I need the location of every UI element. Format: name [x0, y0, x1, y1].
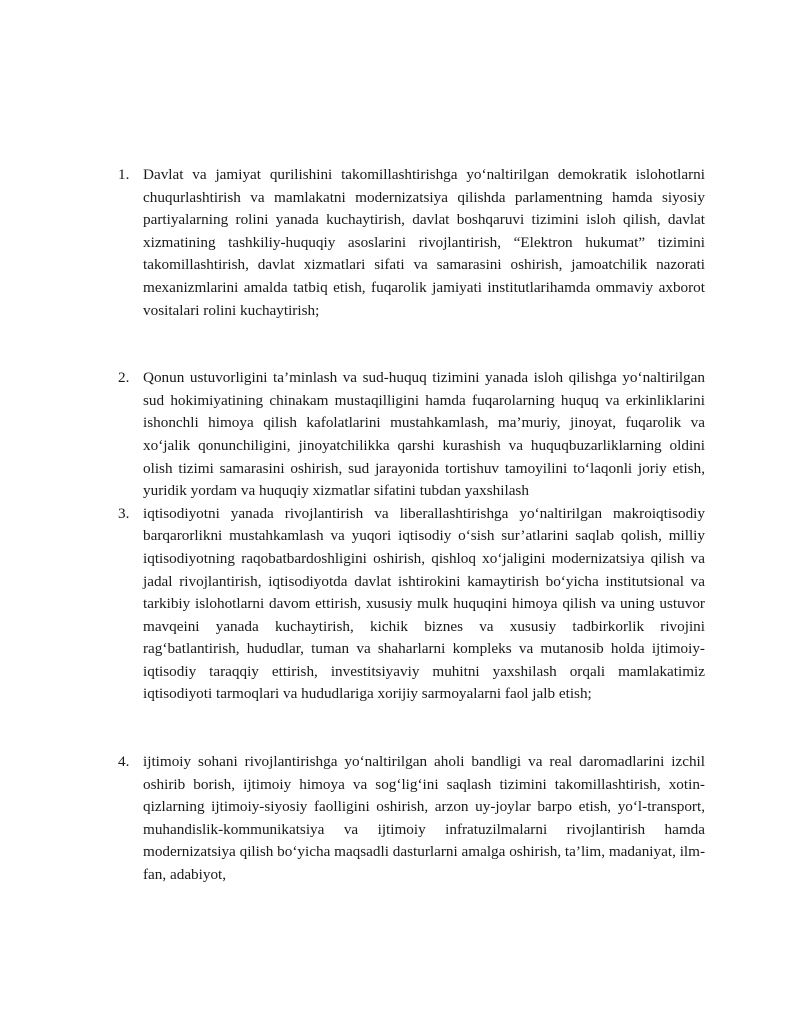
list-item-number: 2. — [118, 369, 130, 387]
list-item-number: 3. — [118, 504, 130, 522]
list-item — [118, 367, 705, 503]
list-item — [118, 503, 705, 706]
list-item-text: Davlat va jamiyat qurilishini takomillashtirishga yo‘naltirilgan demokratik islohotlarni chuqurlashtirish va mamlakatni modernizatsiya qilishda parlamentning hamda siyosiy partiyalarning rolini yanada kuchaytirish, davlat boshqaruvi tizimini isloh qilish, davlat xizmatining tashkiliy-huquqiy asoslarini rivojlantirish, “Elektron hukumat” tizimini takomillashtirish, davlat xizmatlari sifati va samarasini oshirish, jamoatchilik nazorati mexanizmlarini amalda tatbiq etish, fuqarolik jamiyati institutlarihamda ommaviy axborot vositalari rolini kuchaytirish; — [143, 166, 705, 319]
list-item-number: 1. — [118, 166, 130, 183]
list-item-text: Qonun ustuvorligini ta’minlash va sud-huquq tizimini yanada isloh qilishga yo‘naltirilgan sud hokimiyatining chinakam mustaqilligini hamda fuqarolarning huquq va erkinliklarini ishonchli himoya qilish kafolatlarini mustahkamlash, ma’muriy, jinoyat, fuqarolik va xo‘jalik qonunchiligini, jinoyatchilikka qarshi kurashish va huquqbuzarliklarning oldini olish tizimi samarasini oshirish, sud jarayonida tortishuv tamoyilini to‘laqonli joriy etish, yuridik yordam va huquqiy xizmatlar sifatini tubdan yaxshilash — [143, 369, 705, 500]
list-item-number: 4. — [118, 753, 130, 771]
priority-list — [118, 164, 705, 887]
list-item — [118, 751, 705, 887]
list-item — [118, 164, 705, 322]
list-item-text: ijtimoiy sohani rivojlantirishga yo‘naltirilgan aholi bandligi va real daromadlarini izchil oshirib borish, ijtimoiy himoya va sog‘lig‘ini saqlash tizimini takomillashtirish, xotin-qizlarning ijtimoiy-siyosiy faolligini oshirish, arzon uy-joylar barpo etish, yo‘l-transport, muhandislik-kommunikatsiya va ijtimoiy infratuzilmalarni rivojlantirish hamda modernizatsiya qilish bo‘yicha maqsadli dasturlarni amalga oshirish, ta’lim, madaniyat, ilm-fan, adabiyot, — [143, 753, 705, 884]
list-item-text: iqtisodiyotni yanada rivojlantirish va liberallashtirishga yo‘naltirilgan makroiqtisodiy barqarorlikni mustahkamlash va yuqori iqtisodiy o‘sish sur’atlarini saqlab qolish, milliy iqtisodiyotning raqobatbardoshligini oshirish, qishloq xo‘jaligini modernizatsiya qilish va jadal rivojlantirish, iqtisodiyotda davlat ishtirokini kamaytirish bo‘yicha institutsional va tarkibiy islohotlarni davom ettirish, xususiy mulk huquqini himoya qilish va uning ustuvor mavqeini yanada kuchaytirish, kichik biznes va xususiy tadbirkorlik rivojini rag‘batlantirish, hududlar, tuman va shaharlarni kompleks va mutanosib holda ijtimoiy-iqtisodiy taraqqiy ettirish, investitsiyaviy muhitni yaxshilash orqali mamlakatimiz iqtisodiyoti tarmoqlari va hududlariga xorijiy sarmoyalarni faol jalb etish; — [143, 504, 705, 703]
